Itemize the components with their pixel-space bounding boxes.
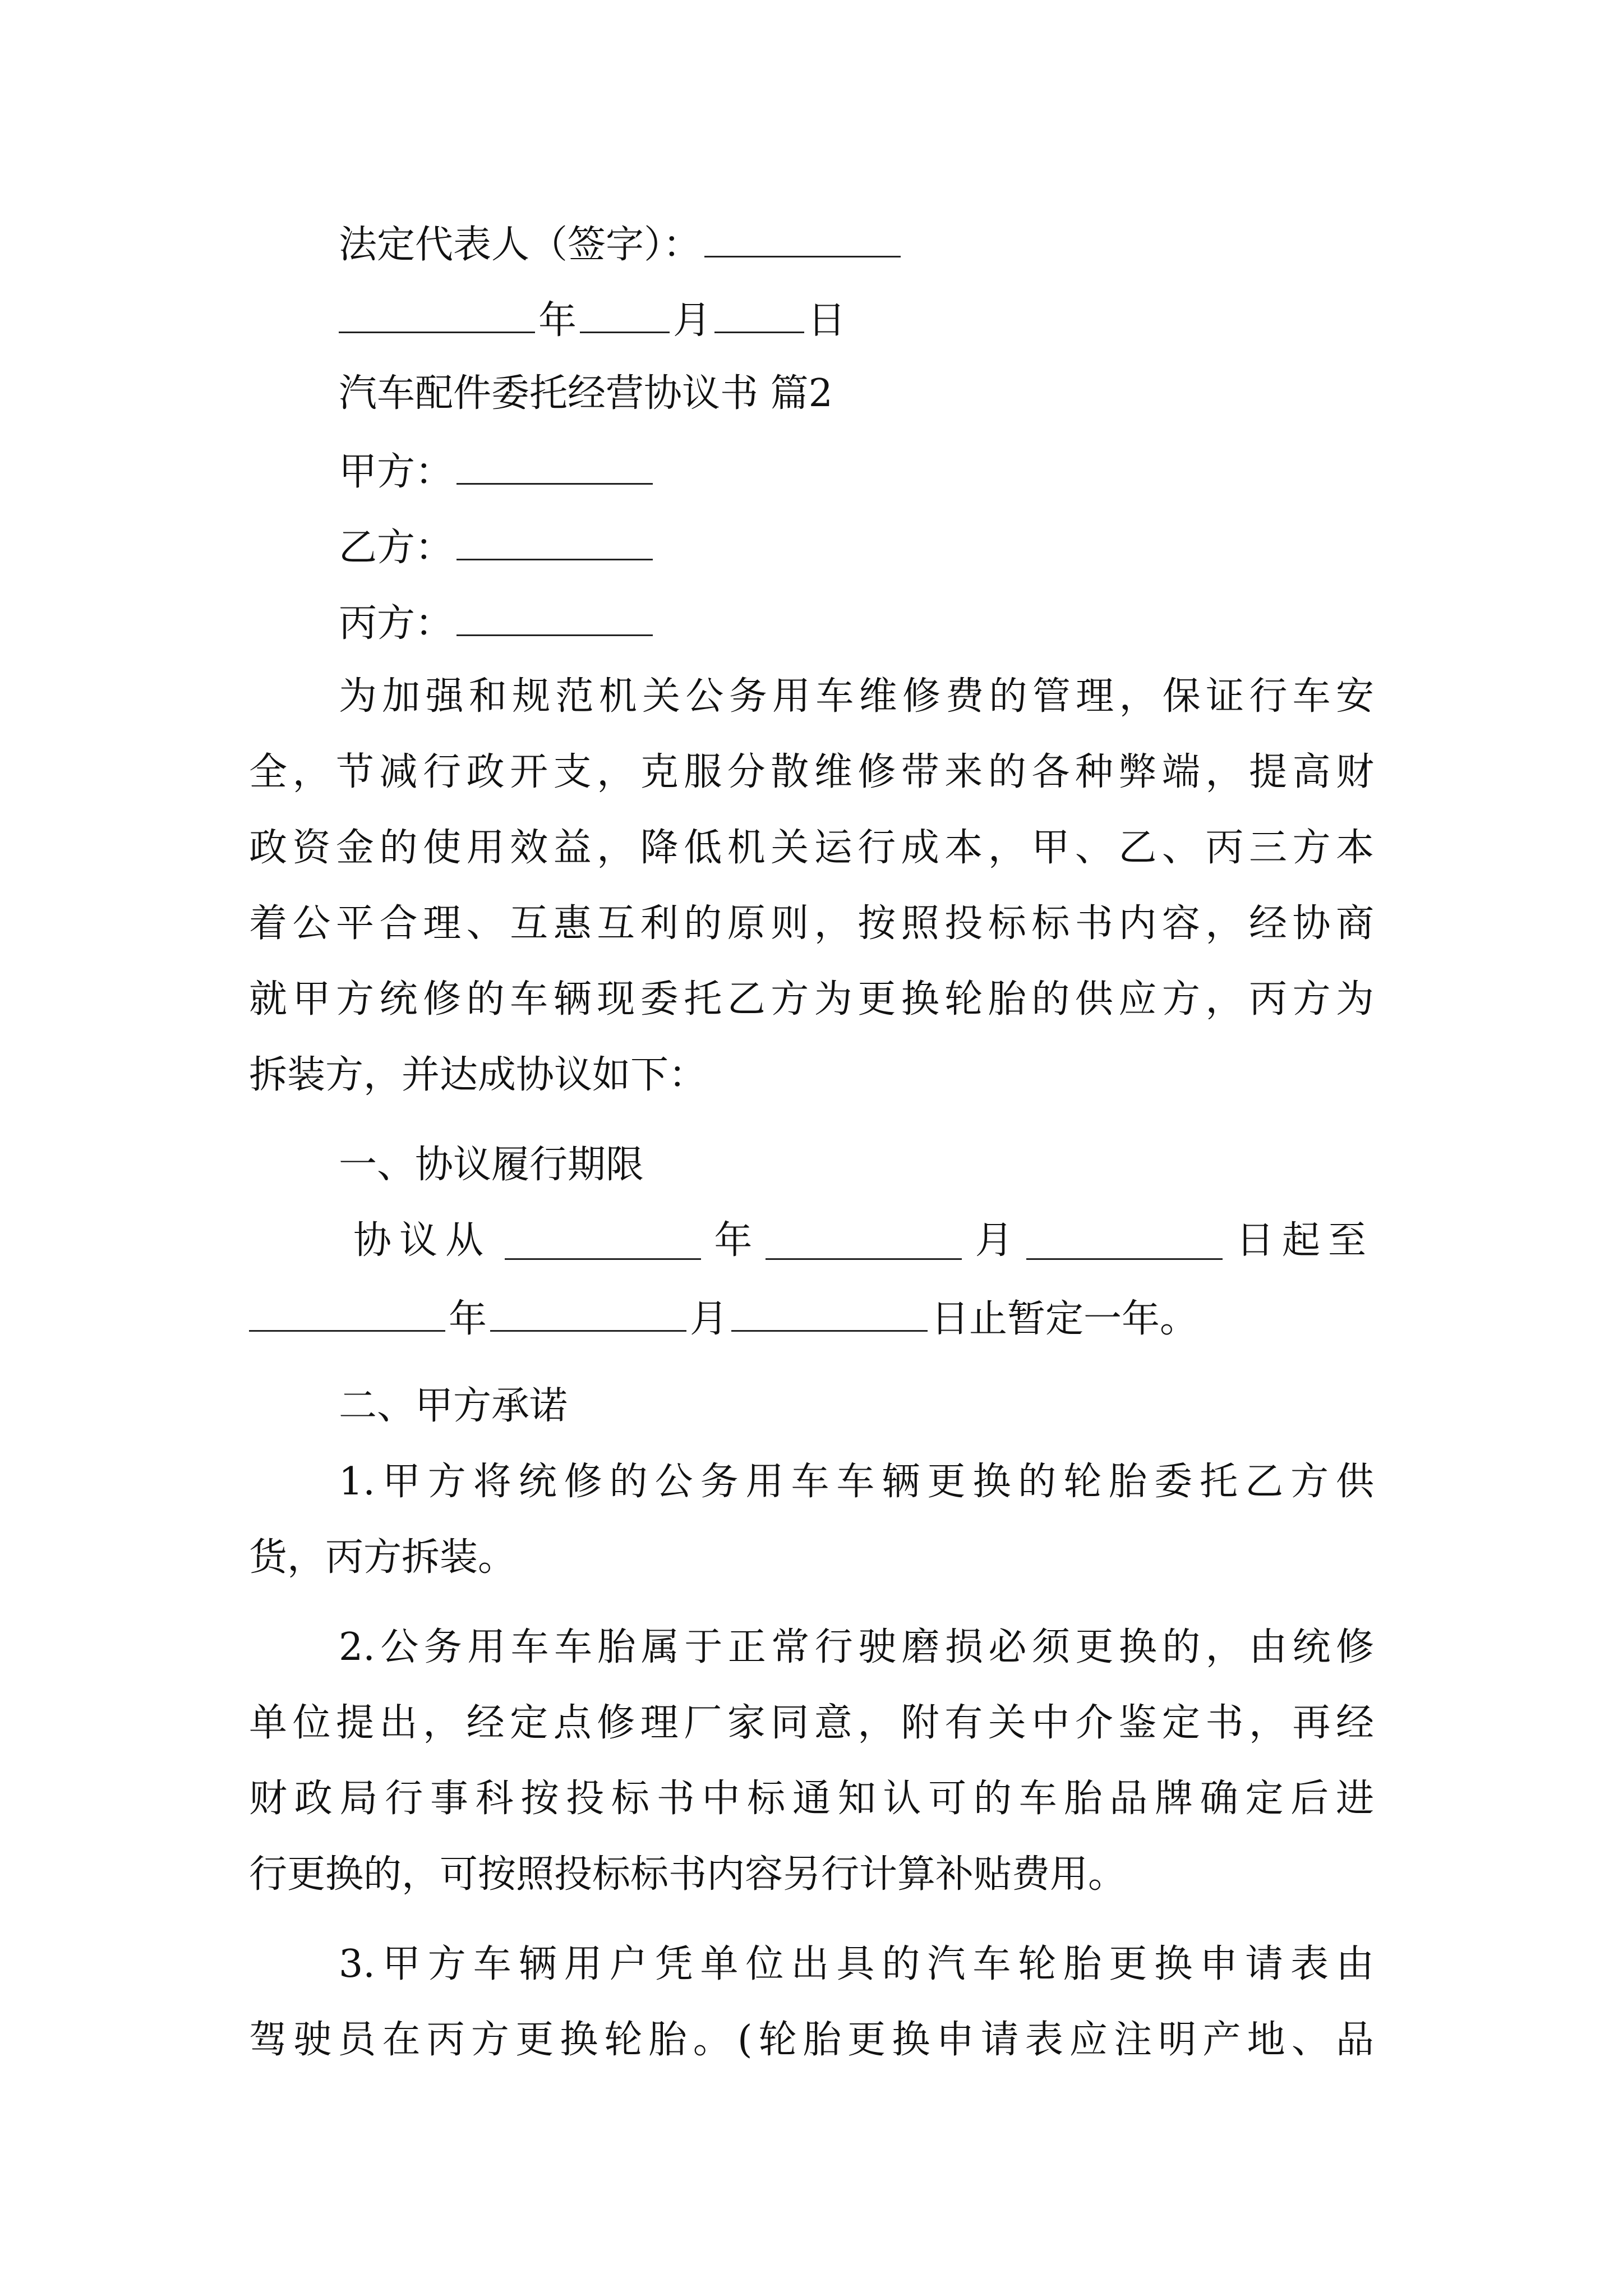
day-label: 日: [808, 298, 846, 343]
party-yi-label: 乙方：: [339, 526, 454, 570]
term-start-year-blank: [505, 1226, 701, 1260]
term-start-month-label: 月: [975, 1218, 1013, 1263]
item-2-line-3: 财政局行事科按投标书中标通知认可的车胎品牌确定后进: [249, 1777, 1374, 1821]
month-blank: [580, 299, 670, 333]
term-suffix: 日起至: [1235, 1218, 1374, 1263]
intro-line-5: 就甲方统修的车辆现委托乙方为更换轮胎的供应方，丙方为: [249, 977, 1374, 1022]
item-1-line-2: 货，丙方拆装。: [249, 1535, 517, 1580]
party-bing-label: 丙方：: [339, 601, 454, 646]
item-3-line-1: 3.甲方车辆用户凭单位出具的汽车轮胎更换申请表由: [339, 1942, 1374, 1986]
intro-line-2: 全，节减行政开支，克服分散维修带来的各种弊端，提高财: [249, 750, 1374, 794]
party-bing-blank: [457, 602, 653, 636]
signature-line: [339, 223, 904, 267]
party-jia-blank: [457, 450, 653, 485]
term-start-month-blank: [766, 1226, 962, 1260]
item-2-line-1: 2.公务用车车胎属于正常行驶磨损必须更换的，由统修: [339, 1625, 1374, 1669]
item-2-line-4: 行更换的，可按照投标标书内容另行计算补贴费用。: [249, 1852, 1127, 1897]
item-3-line-2: 驾驶员在丙方更换轮胎。(轮胎更换申请表应注明产地、品: [249, 2018, 1374, 2062]
party-jia-label: 甲方：: [339, 450, 454, 494]
party-jia-line: [339, 450, 656, 494]
party-bing-line: [339, 601, 656, 646]
day-blank: [714, 299, 804, 333]
item-1-line-1: 1.甲方将统修的公务用车车辆更换的轮胎委托乙方供: [339, 1460, 1374, 1504]
term-end-year-blank: [249, 1297, 445, 1332]
item-2-line-2: 单位提出，经定点修理厂家同意，附有关中介鉴定书，再经: [249, 1701, 1374, 1745]
section-title: 汽车配件委托经营协议书 篇2: [339, 371, 833, 416]
year-blank: [339, 299, 535, 333]
term-end-suffix: 日止暂定一年。: [931, 1297, 1198, 1341]
date-line: [339, 298, 846, 343]
term-start-year-label: 年: [714, 1218, 753, 1263]
term-start-day-blank: [1026, 1226, 1223, 1260]
term-prefix: 协议从: [353, 1218, 492, 1263]
term-line-2: [249, 1297, 1198, 1341]
intro-line-1: 为加强和规范机关公务用车维修费的管理，保证行车安: [339, 674, 1374, 719]
term-end-month-blank: [490, 1297, 686, 1332]
intro-line-4: 着公平合理、互惠互利的原则，按照投标标书内容，经协商: [249, 901, 1374, 946]
heading-term: 一、协议履行期限: [339, 1143, 644, 1187]
intro-line-3: 政资金的使用效益，降低机关运行成本，甲、乙、丙三方本: [249, 826, 1374, 870]
term-end-day-blank: [731, 1297, 928, 1332]
term-end-month-label: 月: [690, 1297, 728, 1341]
term-line-1: [353, 1218, 1374, 1263]
heading-party-a-commitments: 二、甲方承诺: [339, 1384, 568, 1428]
party-yi-line: [339, 526, 656, 570]
signature-label: 法定代表人（签字）：: [339, 223, 702, 267]
signature-blank: [704, 223, 901, 257]
month-label: 月: [673, 298, 712, 343]
party-yi-blank: [457, 526, 653, 560]
intro-line-6: 拆装方，并达成协议如下：: [249, 1053, 707, 1097]
term-end-year-label: 年: [449, 1297, 487, 1341]
year-label: 年: [538, 298, 577, 343]
